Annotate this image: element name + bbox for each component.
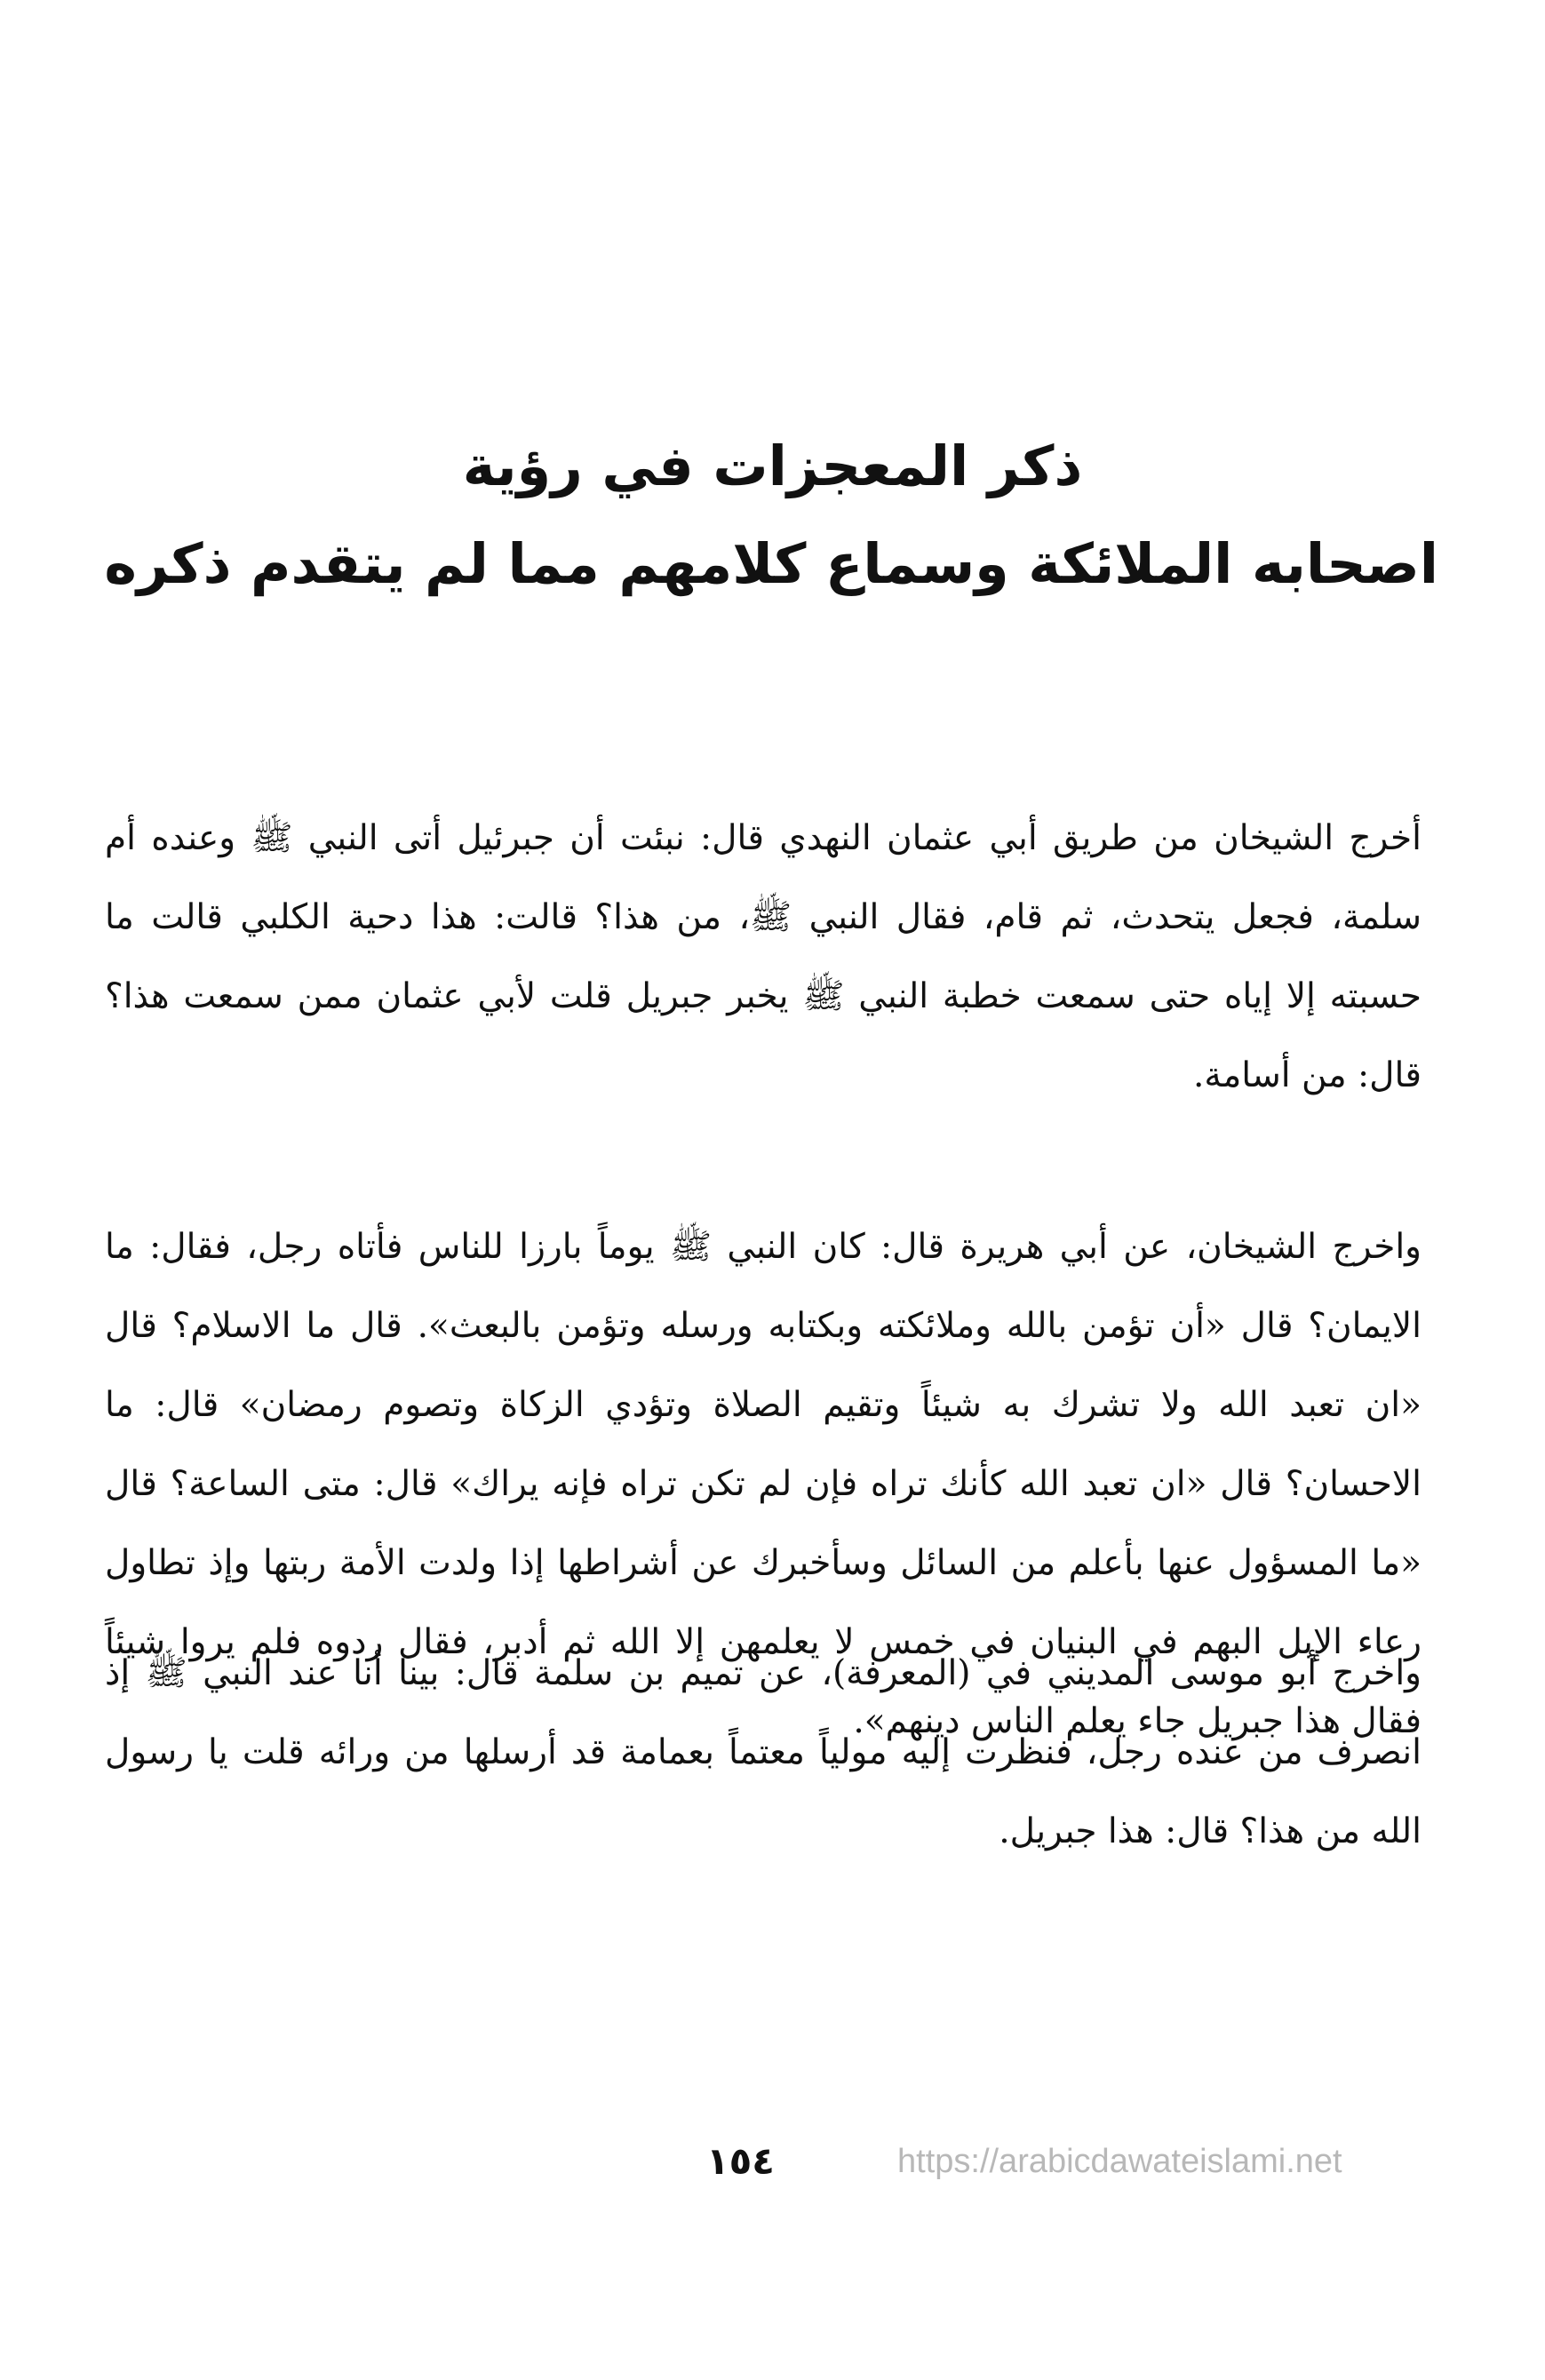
chapter-title bbox=[104, 418, 1438, 613]
page-number: ١٥٤ bbox=[706, 2139, 775, 2183]
chapter-title-line-2: اصحابه الملائكة وسماع كلامهم مما لم يتقدم ذكره bbox=[104, 531, 1438, 596]
paragraph-2: واخرج الشيخان، عن أبي هريرة قال: كان النبي ﷺ يوماً بارزا للناس فأتاه رجل، فقال: ما الايمان؟ قال «أن تؤمن بالله وملائكته وبكتابه ورسله وتؤمن بالبعث». قال ما الاسلام؟ قال «ان تعبد الله ولا تشرك به شيئاً وتقيم الصلاة وتؤدي الزكاة وتصوم رمضان» قال: ما الاحسان؟ قال «ان تعبد الله كأنك تراه فإن لم تكن تراه فإنه يراك» قال: متى الساعة؟ قال «ما المسؤول عنها بأعلم من السائل وسأخبرك عن أشراطها إذا ولدت الأمة ربتها وإذ تطاول رعاء الإبل البهم في البنيان في خمس لا يعلمهن إلا الله ثم أدبر، فقال ردوه فلم يروا شيئاً فقال هذا جبريل جاء يعلم الناس دينهم». bbox=[105, 1227, 1422, 1741]
paragraph-1: أخرج الشيخان من طريق أبي عثمان النهدي قال: نبئت أن جبرئيل أتى النبي ﷺ وعنده أم سلمة، فجعل يتحدث، ثم قام، فقال النبي ﷺ، من هذا؟ قالت: هذا دحية الكلبي قالت ما حسبته إلا إياه حتى سمعت خطبة النبي ﷺ يخبر جبريل قلت لأبي عثمان ممن سمعت هذا؟ قال: من أسامة. bbox=[105, 818, 1422, 1095]
watermark-url: https://arabicdawateislami.net bbox=[897, 2143, 1342, 2180]
chapter-title-line-1: ذكر المعجزات في رؤية bbox=[462, 434, 1083, 498]
page-footer bbox=[0, 2132, 1545, 2212]
paragraph-3: واخرج أبو موسى المديني في (المعرفة)، عن تميم بن سلمة قال: بينا أنا عند النبي ﷺ إذ انصرف من عنده رجل، فنظرت إليه مولياً معتماً بعمامة قد أرسلها من ورائه قلت يا رسول الله من هذا؟ قال: هذا جبريل. bbox=[105, 1653, 1422, 1851]
